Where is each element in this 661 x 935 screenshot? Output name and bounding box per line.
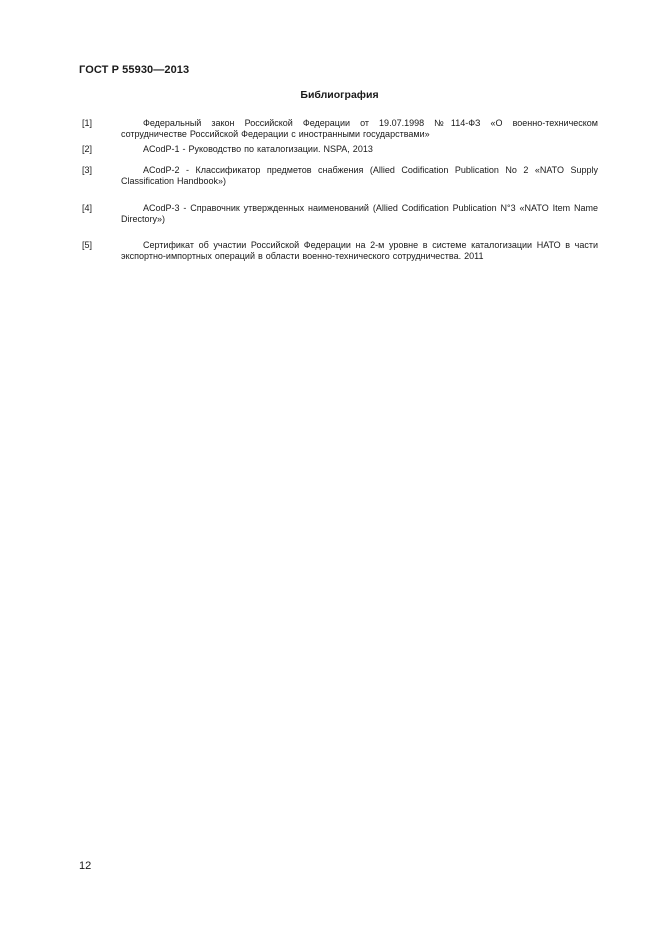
- bibliography-entry-number: [5]: [82, 240, 93, 250]
- page-number: 12: [79, 860, 92, 872]
- bibliography-entry-text: ACodP-3 - Справочник утвержденных наименований (Allied Codification Publication N°3 «NATO Item Name Directory»): [121, 203, 598, 224]
- bibliography-entry-text: Федеральный закон Российской Федерации от 19.07.1998 №114-ФЗ «О военно-техническом сотрудничестве Российской Федерации с иностранными государствами»: [121, 118, 598, 139]
- bibliography-entry: [82, 144, 598, 155]
- bibliography-entry: [82, 165, 598, 187]
- bibliography-entry-text: Сертификат об участии Российской Федерации на 2-м уровне в системе каталогизации НАТО в части экспортно-импортных операций в области военно-технического сотрудничества. 2011: [121, 240, 598, 261]
- bibliography-entry-number: [4]: [82, 203, 93, 213]
- bibliography-entry-text: ACodP-1 - Руководство по каталогизации. NSPA, 2013: [143, 144, 373, 154]
- bibliography-list: [82, 118, 598, 261]
- bibliography-entry: [82, 240, 598, 262]
- bibliography-entry: [82, 118, 598, 140]
- document-header-code: ГОСТ Р 55930—2013: [79, 64, 190, 76]
- bibliography-title: Библиография: [300, 89, 379, 101]
- bibliography-entry: [82, 203, 598, 225]
- bibliography-entry-number: [2]: [82, 144, 93, 154]
- bibliography-entry-number: [3]: [82, 165, 93, 175]
- bibliography-entry-number: [1]: [82, 118, 93, 128]
- bibliography-entry-text: ACodP-2 - Классификатор предметов снабжения (Allied Codification Publication No 2 «NATO Supply Classification Handbook»): [121, 165, 598, 186]
